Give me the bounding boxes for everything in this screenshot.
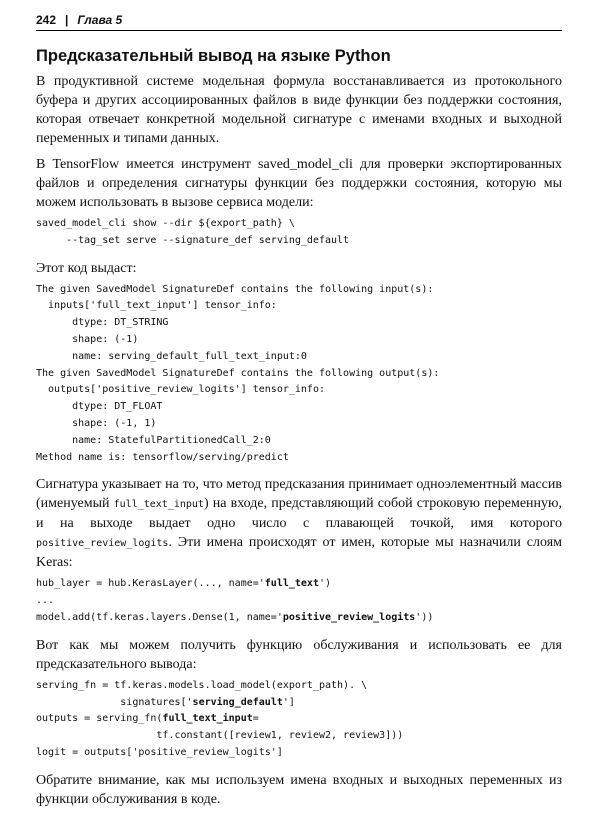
inline-code-positive-review-logits: positive_review_logits <box>36 538 169 550</box>
running-head <box>36 10 562 31</box>
code-keras-layers <box>36 576 562 626</box>
code-text: model.add(tf.keras.layers.Dense(1, name=' <box>36 611 283 623</box>
code-line: dtype: DT_STRING <box>36 317 169 329</box>
code-line: shape: (-1, 1) <box>36 417 157 429</box>
header-separator: | <box>65 13 69 27</box>
code-text: signatures[' <box>36 696 193 708</box>
paragraph-serving-function: Вот как мы можем получить функцию обслуживания и использовать ее для предсказательного вывода: <box>36 637 562 672</box>
code-text: ')) <box>415 611 434 623</box>
paragraph-note: Обратите внимание, как мы используем имена входных и выходных переменных из функции обслуживания в коде. <box>36 772 562 807</box>
code-line: Method name is: tensorflow/serving/predict <box>36 451 289 463</box>
code-line: logit = outputs['positive_review_logits'] <box>36 746 283 758</box>
paragraph-saved-model-cli: В TensorFlow имеется инструмент saved_model_cli для проверки экспортированных файлов и определения сигнатуры функции без поддержки состояния, которую мы можем использовать в вызове сервиса модели: <box>36 157 562 210</box>
code-bold: full_text <box>264 578 319 590</box>
code-line: inputs['full_text_input'] tensor_info: <box>36 300 277 312</box>
code-line: The given SavedModel SignatureDef contains the following output(s): <box>36 367 440 379</box>
code-text: outputs = serving_fn( <box>36 713 163 725</box>
code-line: tf.constant([review1, review2, review3])) <box>36 730 404 742</box>
page-number: 242 <box>36 13 57 27</box>
code-line: name: StatefulPartitionedCall_2:0 <box>36 434 271 446</box>
code-line: serving_fn = tf.keras.models.load_model(export_path). \ <box>36 679 368 691</box>
code-text: = <box>252 713 259 725</box>
code-line: dtype: DT_FLOAT <box>36 401 163 413</box>
code-line: name: serving_default_full_text_input:0 <box>36 350 307 362</box>
code-cli-output <box>36 282 562 467</box>
code-bold: positive_review_logits <box>282 611 416 623</box>
code-text: hub_layer = hub.KerasLayer(..., name=' <box>36 578 265 590</box>
code-bold: serving_default <box>192 696 283 708</box>
code-line: The given SavedModel SignatureDef contains the following input(s): <box>36 283 434 295</box>
code-cli-command <box>36 216 562 250</box>
code-text: '] <box>282 696 295 708</box>
code-line: --tag_set serve --signature_def serving_default <box>36 234 350 246</box>
paragraph-intro: В продуктивной системе модельная формула восстанавливается из протокольного буфера и других ассоциированных файлов в виде функции без поддержки состояния, которая отвечает конкретной модельной сигнатуре с именами входных и выходной переменных и типами данных. <box>36 74 562 146</box>
text-run: ) на входе, представляющий собой строковую переменную, и на выходе выдает одно число с плавающей точкой, имя которого <box>36 496 562 532</box>
code-bold: full_text_input <box>162 713 253 725</box>
code-line: ... <box>36 595 55 607</box>
text-run: . Эти имена происходят от имен, которые мы назначили слоям Keras: <box>36 535 562 571</box>
code-line: saved_model_cli show --dir ${export_path} \ <box>36 218 295 229</box>
code-serving <box>36 678 562 762</box>
paragraph-signature <box>36 475 562 572</box>
paragraph-output-intro: Этот код выдаст: <box>36 260 137 276</box>
code-text: ') <box>318 578 332 590</box>
inline-code-full-text-input: full_text_input <box>113 499 204 511</box>
chapter-title: Глава 5 <box>77 13 123 27</box>
book-page <box>36 10 562 816</box>
code-line: shape: (-1) <box>36 333 139 345</box>
section-title: Предсказательный вывод на языке Python <box>36 47 391 65</box>
code-line: outputs['positive_review_logits'] tensor_info: <box>36 384 325 396</box>
text-run: Сигнатура указывает на то, что метод предсказания принимает одноэлементный массив (именуемый <box>36 477 562 512</box>
